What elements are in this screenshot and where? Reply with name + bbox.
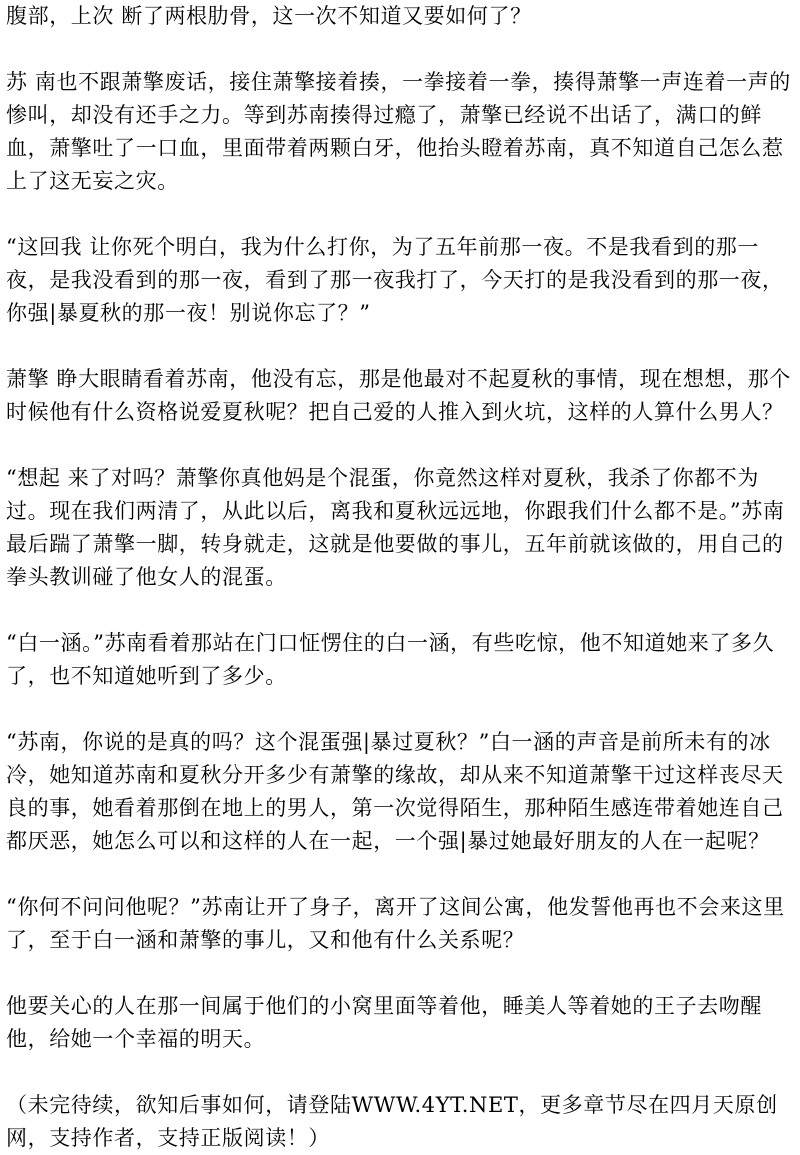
- document-page: [6, 0, 798, 1150]
- paragraph-gap: [6, 429, 798, 462]
- paragraph-gap: [6, 594, 798, 627]
- paragraph-5: “想起 来了对吗？萧擎你真他妈是个混蛋，你竟然这样对夏秋，我杀了你都不为过。现在我们两清了，从此以后，离我和夏秋远远地，你跟我们什么都不是。”苏南最后踹了萧擎一脚，转身就走，这就是他要做的事儿，五年前就该做的，用自己的拳头教训碰了他女人的混蛋。: [6, 466, 785, 589]
- paragraph-10-footer-note: （未完待续，欲知后事如何，请登陆WWW.4YT.NET，更多章节尽在四月天原创网，支持作者，支持正版阅读！）: [6, 1093, 778, 1150]
- paragraph-gap: [6, 1056, 798, 1089]
- paragraph-gap: [6, 330, 798, 363]
- paragraph-1: 腹部，上次 断了两根肋骨，这一次不知道又要如何了？: [6, 4, 532, 28]
- paragraph-6: “白一涵。”苏南看着那站在门口怔愣住的白一涵，有些吃惊，他不知道她来了多久了，也不知道她听到了多少。: [6, 631, 775, 688]
- paragraph-gap: [6, 957, 798, 990]
- paragraph-gap: [6, 858, 798, 891]
- paragraph-gap: [6, 198, 798, 231]
- paragraph-9: 他要关心的人在那一间属于他们的小窝里面等着他，睡美人等着她的王子去吻醒他，给她一个幸福的明天。: [6, 994, 762, 1051]
- paragraph-gap: [6, 33, 798, 66]
- paragraph-gap: [6, 693, 798, 726]
- paragraph-2: 苏 南也不跟萧擎废话，接住萧擎接着揍，一拳接着一拳，揍得萧擎一声连着一声的惨叫，却没有还手之力。等到苏南揍得过瘾了，萧擎已经说不出话了，满口的鲜血，萧擎吐了一口血，里面带着两颗白牙，他抬头瞪着苏南，真不知道自己怎么惹上了这无妄之灾。: [6, 70, 791, 193]
- paragraph-3: “这回我 让你死个明白，我为什么打你，为了五年前那一夜。不是我看到的那一夜，是我没看到的那一夜，看到了那一夜我打了，今天打的是我没看到的那一夜，你强|暴夏秋的那一夜！别说你忘了？”: [6, 235, 784, 325]
- paragraph-8: “你何不问问他呢？”苏南让开了身子，离开了这间公寓，他发誓他再也不会来这里了，至于白一涵和萧擎的事儿，又和他有什么关系呢？: [6, 895, 785, 952]
- paragraph-7: “苏南，你说的是真的吗？这个混蛋强|暴过夏秋？”白一涵的声音是前所未有的冰冷，她知道苏南和夏秋分开多少有萧擎的缘故，却从来不知道萧擎干过这样丧尽天良的事，她看着那倒在地上的男人，第一次觉得陌生，那种陌生感连带着她连自己都厌恶，她怎么可以和这样的人在一起，一个强|暴过她最好朋友的人在一起呢？: [6, 730, 784, 853]
- paragraph-4: 萧擎 睁大眼睛看着苏南，他没有忘，那是他最对不起夏秋的事情，现在想想，那个时候他有什么资格说爱夏秋呢？把自己爱的人推入到火坑，这样的人算什么男人？: [6, 367, 791, 424]
